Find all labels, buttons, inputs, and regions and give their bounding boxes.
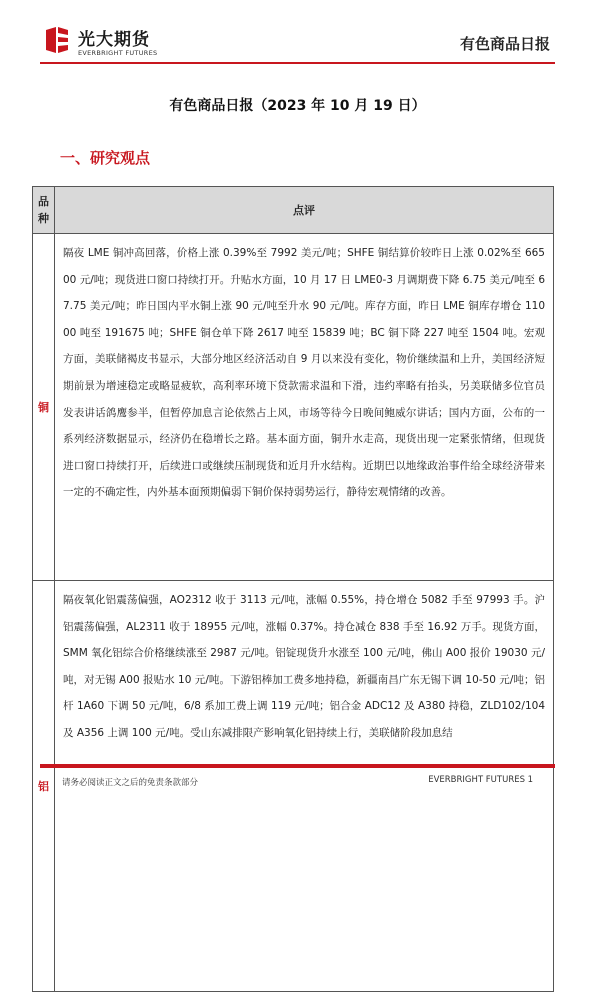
research-table: [32, 186, 554, 992]
footer-disclaimer: 请务必阅读正文之后的免责条款部分: [62, 778, 199, 788]
logo-chinese-name: 光大期货: [78, 30, 150, 50]
table-row: [33, 234, 554, 581]
section-heading: 一、研究观点: [60, 149, 151, 167]
document-title: 有色商品日报（2023 年 10 月 19 日）: [169, 98, 426, 114]
logo-english-name: EVERBRIGHT FUTURES: [78, 49, 158, 57]
page-number: 1: [527, 775, 533, 785]
company-logo: [34, 20, 184, 62]
category-column-header: 品种: [33, 187, 55, 234]
report-type-label: 有色商品日报: [459, 35, 550, 53]
category-cell-aluminum: 铝: [33, 581, 55, 992]
comment-column-header: 点评: [55, 187, 554, 234]
footer-divider: [40, 764, 555, 768]
footer-brand: EVERBRIGHT FUTURES: [428, 775, 525, 785]
table-header-row: [33, 187, 554, 234]
category-cell-copper: 铜: [33, 234, 55, 581]
everbright-logo-icon: [44, 26, 70, 54]
comment-cell-copper: 隔夜 LME 铜冲高回落，价格上涨 0.39%至 7992 美元/吨；SHFE 铜结算价较昨日上涨 0.02%至 66500 元/吨；现货进口窗口持续打开。升贴水方面，10 月 17 日 LME0-3 月调期费下降 6.75 美元/吨至 67.75 美元/吨；昨日国内平水铜上涨 90 元/吨至升水 90 元/吨。库存方面，昨日 LME 铜库存增仓 11000 吨至 191675 吨；SHFE 铜仓单下降 2617 吨至 15839 吨；BC 铜下降 227 吨至 1504 吨。宏观方面，美联储褐皮书显示，大部分地区经济活动自 9 月以来没有变化，物价继续温和上升，美国经济短期前景为增速稳定或略显疲软，高利率环境下贷款需求温和下滑，违约率略有抬头，另美联储多位官员发表讲话鸽鹰参半，但暂停加息言论依然占上风，市场等待今日晚间鲍威尔讲话；国内方面，公布的一系列经济数据显示，经济仍在稳增长之路。基本面方面，铜升水走高，现货出现一定紧张情绪，但现货进口窗口持续打开，后续进口或继续压制现货和近月升水结构。近期巴以地缘政治事件给全球经济带来一定的不确定性，内外基本面预期偏弱下铜价保持弱势运行，静待宏观情绪的改善。: [55, 234, 554, 581]
header-divider: [40, 62, 555, 64]
comment-cell-aluminum: 隔夜氧化铝震荡偏强，AO2312 收于 3113 元/吨，涨幅 0.55%，持仓增仓 5082 手至 97993 手。沪铝震荡偏强，AL2311 收于 18955 元/吨，涨幅 0.37%。持仓减仓 838 手至 16.92 万手。现货方面，SMM 氧化铝综合价格继续涨至 2987 元/吨。铝锭现货升水涨至 100 元/吨，佛山 A00 报价 19030 元/吨，对无锡 A00 报贴水 10 元/吨。下游铝棒加工费多地持稳，新疆南昌广东无锡下调 10-50 元/吨；铝杆 1A60 下调 50 元/吨，6/8 系加工费上调 119 元/吨；铝合金 ADC12 及 A380 持稳，ZLD102/104 及 A356 上调 100 元/吨。受山东减排限产影响氧化铝持续上行，美联储阶段加息结: [55, 581, 554, 992]
